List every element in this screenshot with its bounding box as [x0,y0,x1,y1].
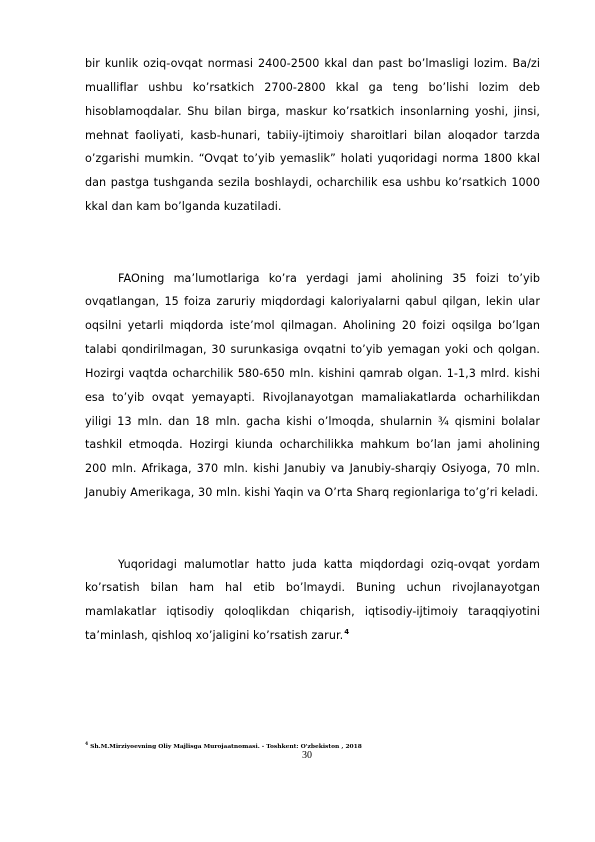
paragraph-text: bir kunlik oziq-ovqat normasi 2400-2500 kkal dan past bo’lmasligi lozim. Ba/zi mualliflar ushbu ko’rsatkich 2700-2800 kkal ga teng bo’lishi lozim deb hisoblamoqdalar. Shu bilan birga, maskur ko’rsatkich insonlarning yoshi, jinsi, mehnat faoliyati, kasb-hunari, tabiiy-ijtimoiy sharoitlari bilan aloqador tarzda o’zgarishi mumkin. “Ovqat to’yib yemaslik” holati yuqoridagi norma 1800 kkal dan pastga tushganda sezila boshlaydi, ocharchilik esa ushbu ko’rsatkich 1000 kkal dan kam bo’lganda kuzatiladi. [85,57,540,214]
footnote-reference: 4 [344,628,350,637]
page-number: 30 [302,750,312,761]
footnote-marker: 4 [85,742,89,747]
footnote [85,743,545,750]
body-paragraph-3 [85,553,540,648]
body-paragraph-1 [85,52,540,219]
footnote-text: Sh.M.Mirziyoevning Oliy Majlisga Murojaatnomasi. - Toshkent: O'zbekiston , 2018 [90,743,362,750]
body-paragraph-2 [85,267,540,505]
paragraph-text: FAOning ma’lumotlariga ko’ra yerdagi jami aholining 35 foizi to’yib ovqatlangan, 15 foiza zaruriy miqdordagi kaloriyalarni qabul qilgan, lekin ular oqsilni yetarli miqdorda iste’mol qilmagan. Aholining 20 foizi oqsilga bo’lgan talabi qondirilmagan, 30 surunkasiga ovqatni to’yib yemagan yoki och qolgan. Hozirgi vaqtda ocharchilik 580-650 mln. kishini qamrab olgan. 1-1,3 mlrd. kishi esa to’yib ovqat yemayapti. Rivojlanayotgan mamaliakatlarda ocharhilikdan yiligi 13 mln. dan 18 mln. gacha kishi o’lmoqda, shularnin ¾ qismini bolalar tashkil etmoqda. Hozirgi kiunda ocharchilikka mahkum bo’lan jami aholining 200 mln. Afrikaga, 370 mln. kishi Janubiy va Janubiy-sharqiy Osiyoga, 70 mln. Janubiy Amerikaga, 30 mln. kishi Yaqin va O’rta Sharq regionlariga to’g’ri keladi. [85,271,540,500]
paragraph-text: Yuqoridagi malumotlar hatto juda katta miqdordagi oziq-ovqat yordam ko’rsatish bilan ham hal etib bo’lmaydi. Buning uchun rivojlanayotgan mamlakatlar iqtisodiy qoloqlikdan chiqarish, iqtisodiy-ijtimoiy taraqqiyotini ta’minlash, qishloq xo’jaligini ko’rsatish zarur. [85,557,540,643]
